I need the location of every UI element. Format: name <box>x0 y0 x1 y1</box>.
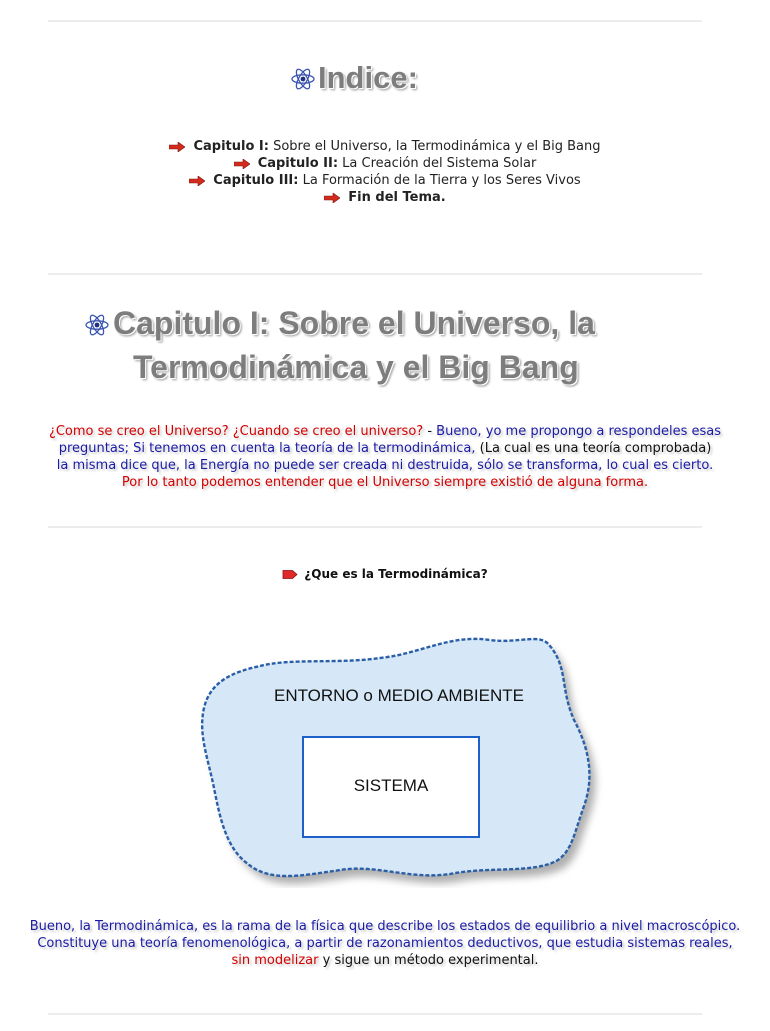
divider <box>48 273 702 275</box>
system-label: SISTEMA <box>353 776 429 795</box>
toc-item[interactable] <box>0 189 770 206</box>
chapter-title: Capitulo I: Sobre el Universo, la <box>113 305 595 341</box>
chapter-title-line-2: Termodinámica y el Big Bang <box>133 349 579 385</box>
divider <box>48 1013 702 1015</box>
definition-text: Constituye una teoría fenomenológica, a partir de razonamientos deductivos, que estudia sistemas reales, <box>37 936 733 951</box>
separator: - <box>423 424 437 439</box>
definition-paragraph <box>0 918 770 969</box>
toc-item-label: Capitulo III: <box>213 173 299 188</box>
divider <box>48 526 702 528</box>
intro-answer: Bueno, yo me propongo a respondeles esas <box>436 424 722 439</box>
arrow-right-icon <box>324 193 340 203</box>
toc-item-text: Sobre el Universo, la Termodinámica y el Big Bang <box>268 139 601 154</box>
intro-question: ¿Como se creo el Universo? ¿Cuando se creo el universo? <box>48 424 424 439</box>
intro-note: (La cual es una teoría comprobada) <box>475 441 712 456</box>
question-text: ¿Que es la Termodinámica? <box>304 567 488 581</box>
toc-item-label: Capitulo II: <box>257 156 339 171</box>
table-of-contents <box>0 138 770 206</box>
toc-item-text: La Formación de la Tierra y los Seres Vivos <box>298 173 581 188</box>
intro-text: la misma dice que, la Energía no puede ser creada ni destruida, sólo se transforma, lo cual es cierto. <box>56 458 714 473</box>
arrow-right-icon <box>169 142 185 152</box>
toc-item[interactable] <box>0 172 770 189</box>
toc-item[interactable] <box>0 138 770 155</box>
definition-text: Bueno, la Termodinámica, es la rama de la física que describe los estados de equilibrio a nivel macroscópico. <box>29 919 741 934</box>
intro-conclusion: Por lo tanto podemos entender que el Universo siempre existió de alguna forma. <box>121 475 649 490</box>
section-question <box>0 567 770 581</box>
index-title: Indice: <box>318 60 418 95</box>
arrow-right-icon <box>189 176 205 186</box>
system-box <box>302 736 480 838</box>
definition-text: y sigue un método experimental. <box>318 953 539 968</box>
tag-icon <box>282 569 298 580</box>
toc-item-label: Capitulo I: <box>193 139 269 154</box>
toc-item-label: Fin del Tema. <box>348 190 446 205</box>
atom-icon <box>290 66 316 92</box>
definition-highlight: sin modelizar <box>231 953 319 968</box>
intro-paragraph <box>0 423 770 491</box>
environment-label: ENTORNO o MEDIO AMBIENTE <box>273 686 524 705</box>
arrow-right-icon <box>234 159 250 169</box>
intro-text: preguntas; Si tenemos en cuenta la teoría de la termodinámica, <box>58 441 476 456</box>
toc-item[interactable] <box>0 155 770 172</box>
atom-icon <box>84 312 110 338</box>
toc-item-text: La Creación del Sistema Solar <box>338 156 537 171</box>
divider <box>48 20 702 22</box>
